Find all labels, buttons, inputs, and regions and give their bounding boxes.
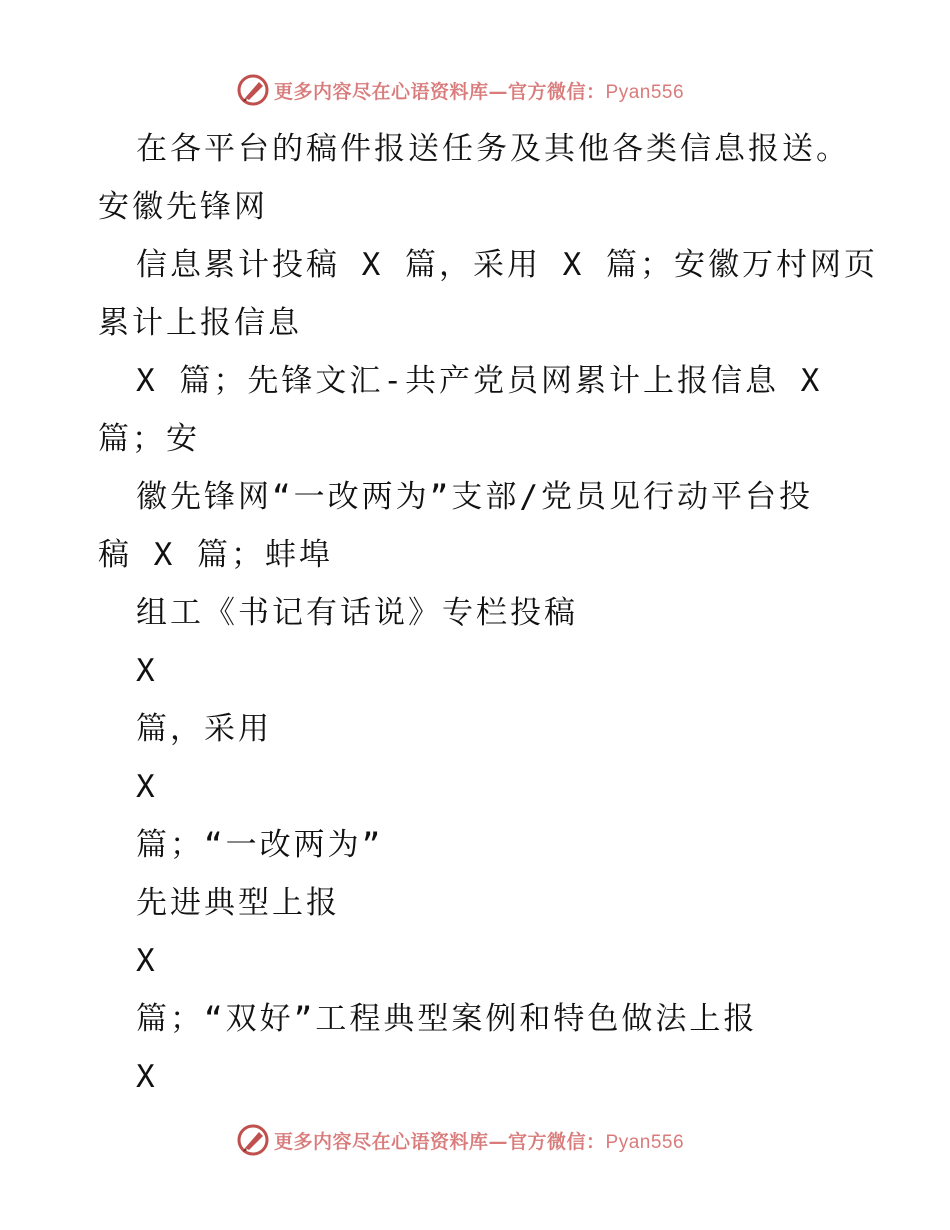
text-line: X (136, 653, 158, 689)
text-line: 累计上报信息 (98, 305, 302, 341)
text-line: 安徽先锋网 (98, 189, 268, 225)
footer-watermark (236, 1122, 684, 1158)
text-line: 先进典型上报 (136, 885, 340, 921)
text-line: X 篇；先锋文汇-共产党员网累计上报信息 X (136, 363, 823, 399)
header-watermark (236, 72, 684, 108)
text-line: 在各平台的稿件报送任务及其他各类信息报送。 (136, 131, 850, 167)
text-line: 篇；“一改两为” (136, 827, 384, 863)
text-line: 篇；安 (98, 421, 200, 457)
text-line: 稿 X 篇；蚌埠 (98, 537, 333, 573)
document-body (98, 120, 878, 1106)
text-line: 徽先锋网“一改两为”支部/党员见行动平台投 (136, 479, 813, 515)
pen-logo-icon (236, 1123, 270, 1157)
watermark-text: 更多内容尽在心语资料库—官方微信：Pyan556 (274, 80, 685, 103)
text-line: 篇；“双好”工程典型案例和特色做法上报 (136, 1001, 758, 1037)
watermark-text: 更多内容尽在心语资料库—官方微信：Pyan556 (274, 1130, 685, 1153)
text-line: X (136, 943, 158, 979)
text-line: X (136, 1059, 158, 1095)
text-line: 篇，采用 (136, 711, 272, 747)
text-line: 信息累计投稿 X 篇，采用 X 篇；安徽万村网页 (136, 247, 878, 283)
text-line: 组工《书记有话说》专栏投稿 (136, 595, 578, 631)
pen-logo-icon (236, 73, 270, 107)
text-line: X (136, 769, 158, 805)
